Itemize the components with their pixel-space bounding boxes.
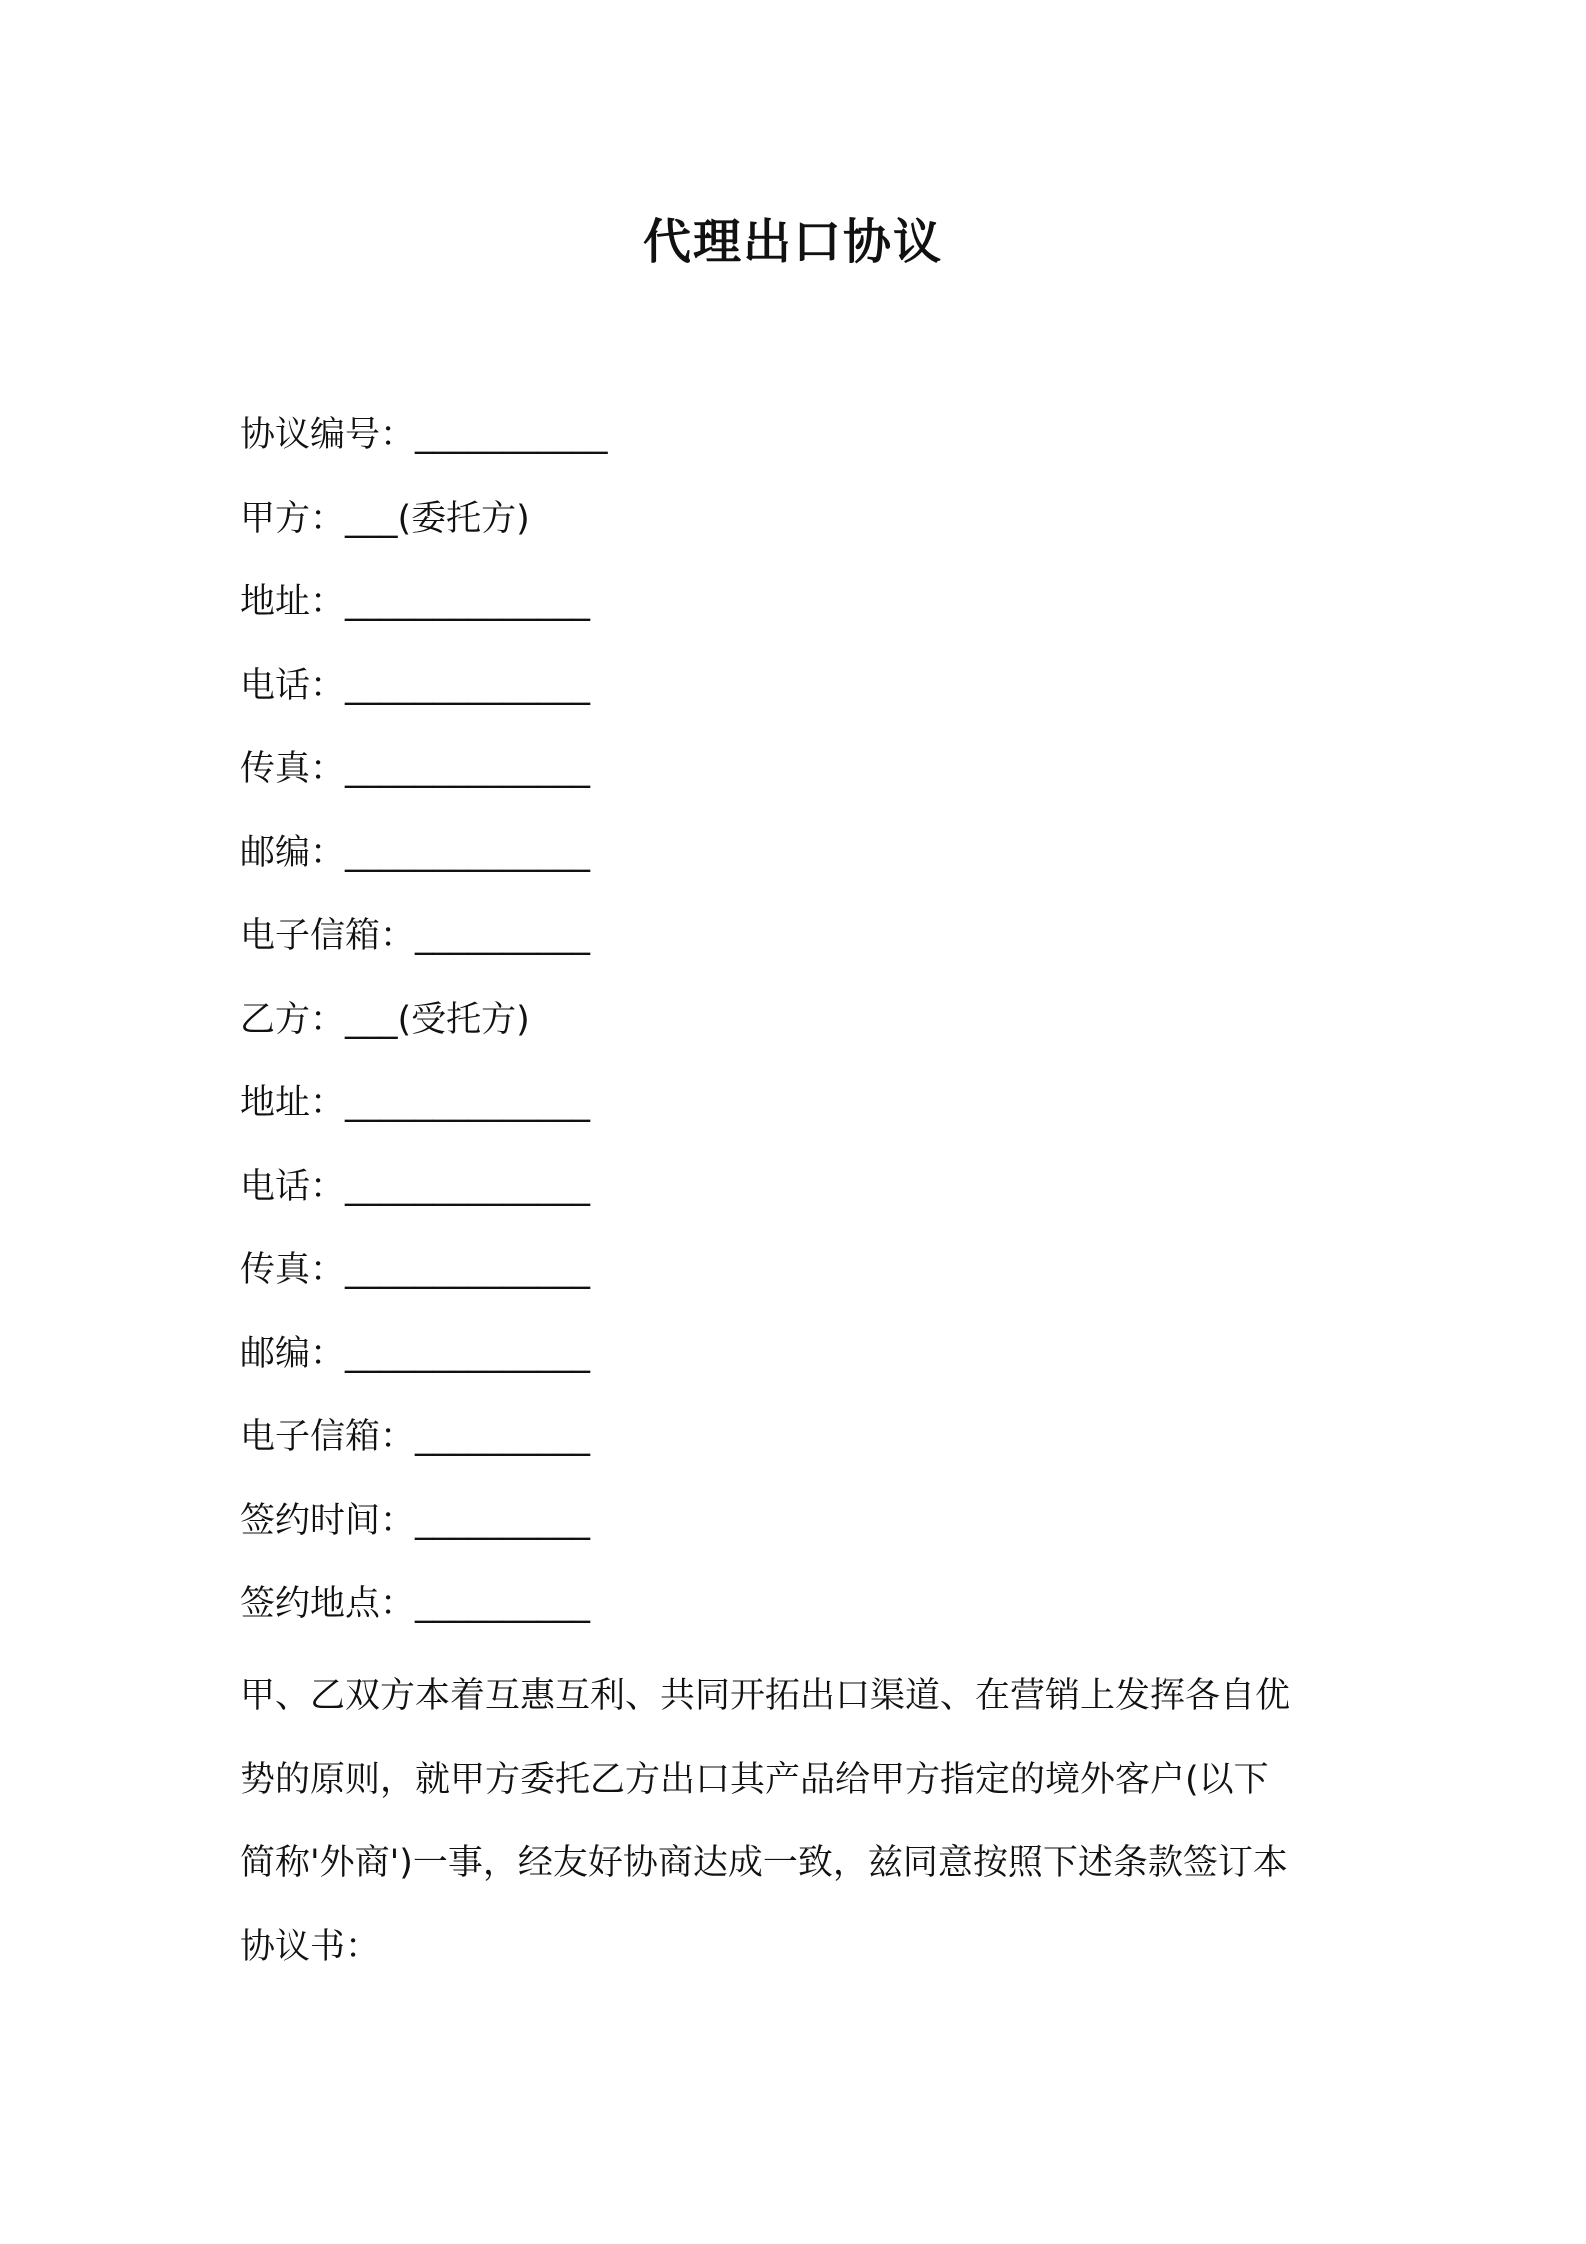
field-blank: ______________ <box>345 1333 591 1374</box>
field-signing-time <box>240 1496 1360 1580</box>
field-label: 传真： <box>240 749 346 789</box>
field-label: 地址： <box>240 582 346 622</box>
field-label: 甲方： <box>240 498 346 539</box>
field-label: 乙方： <box>240 999 346 1040</box>
field-agreement-number <box>240 410 1360 494</box>
party-info-fields <box>240 410 1360 1663</box>
document-title: 代理出口协议 <box>642 214 943 270</box>
field-blank: ______________ <box>345 749 591 789</box>
field-party-a-address <box>240 577 1360 661</box>
field-label: 协议编号： <box>240 415 416 455</box>
field-label: 电子信箱： <box>240 916 416 956</box>
field-party-a-email <box>240 911 1360 995</box>
field-label: 邮编： <box>240 1333 346 1374</box>
field-blank: __________ <box>415 1500 591 1541</box>
field-party-b-address <box>240 1078 1360 1162</box>
field-party-b-fax <box>240 1245 1360 1329</box>
field-blank: ___________ <box>415 415 608 455</box>
field-party-a-phone <box>240 661 1360 745</box>
field-party-b-postcode <box>240 1329 1360 1413</box>
field-label: 签约地点： <box>240 1584 416 1624</box>
field-label: 传真： <box>240 1250 346 1290</box>
field-blank: ______________ <box>345 665 591 706</box>
field-blank: __________ <box>415 916 591 956</box>
preamble-line: 甲、乙双方本着互惠互利、共同开拓出口渠道、在营销上发挥各自优 <box>240 1676 1291 1716</box>
field-blank: ______________ <box>345 582 591 622</box>
field-label: 电子信箱： <box>240 1417 416 1457</box>
field-blank: ______________ <box>345 832 591 873</box>
field-party-a <box>240 494 1360 578</box>
preamble-paragraph <box>240 1655 1360 1989</box>
field-party-a-postcode <box>240 828 1360 912</box>
preamble-line: 势的原则，就甲方委托乙方出口其产品给甲方指定的境外客户(以下 <box>240 1759 1269 1800</box>
field-label: 地址： <box>240 1083 346 1123</box>
field-blank: __________ <box>415 1584 591 1624</box>
field-blank: ______________ <box>345 1083 591 1123</box>
field-blank: ___(委托方) <box>345 498 530 539</box>
field-party-b-email <box>240 1412 1360 1496</box>
field-blank: ___(受托方) <box>345 999 530 1040</box>
field-blank: __________ <box>415 1417 591 1457</box>
field-party-b-phone <box>240 1162 1360 1246</box>
field-party-a-fax <box>240 744 1360 828</box>
field-label: 签约时间： <box>240 1500 416 1541</box>
field-label: 电话： <box>240 1166 346 1207</box>
field-party-b <box>240 995 1360 1079</box>
preamble-line: 简称'外商')一事，经友好协商达成一致，兹同意按照下述条款签订本 <box>240 1843 1288 1883</box>
field-signing-place <box>240 1579 1360 1663</box>
field-label: 邮编： <box>240 832 346 873</box>
preamble-line: 协议书： <box>240 1926 381 1967</box>
field-blank: ______________ <box>345 1250 591 1290</box>
field-blank: ______________ <box>345 1166 591 1207</box>
field-label: 电话： <box>240 665 346 706</box>
